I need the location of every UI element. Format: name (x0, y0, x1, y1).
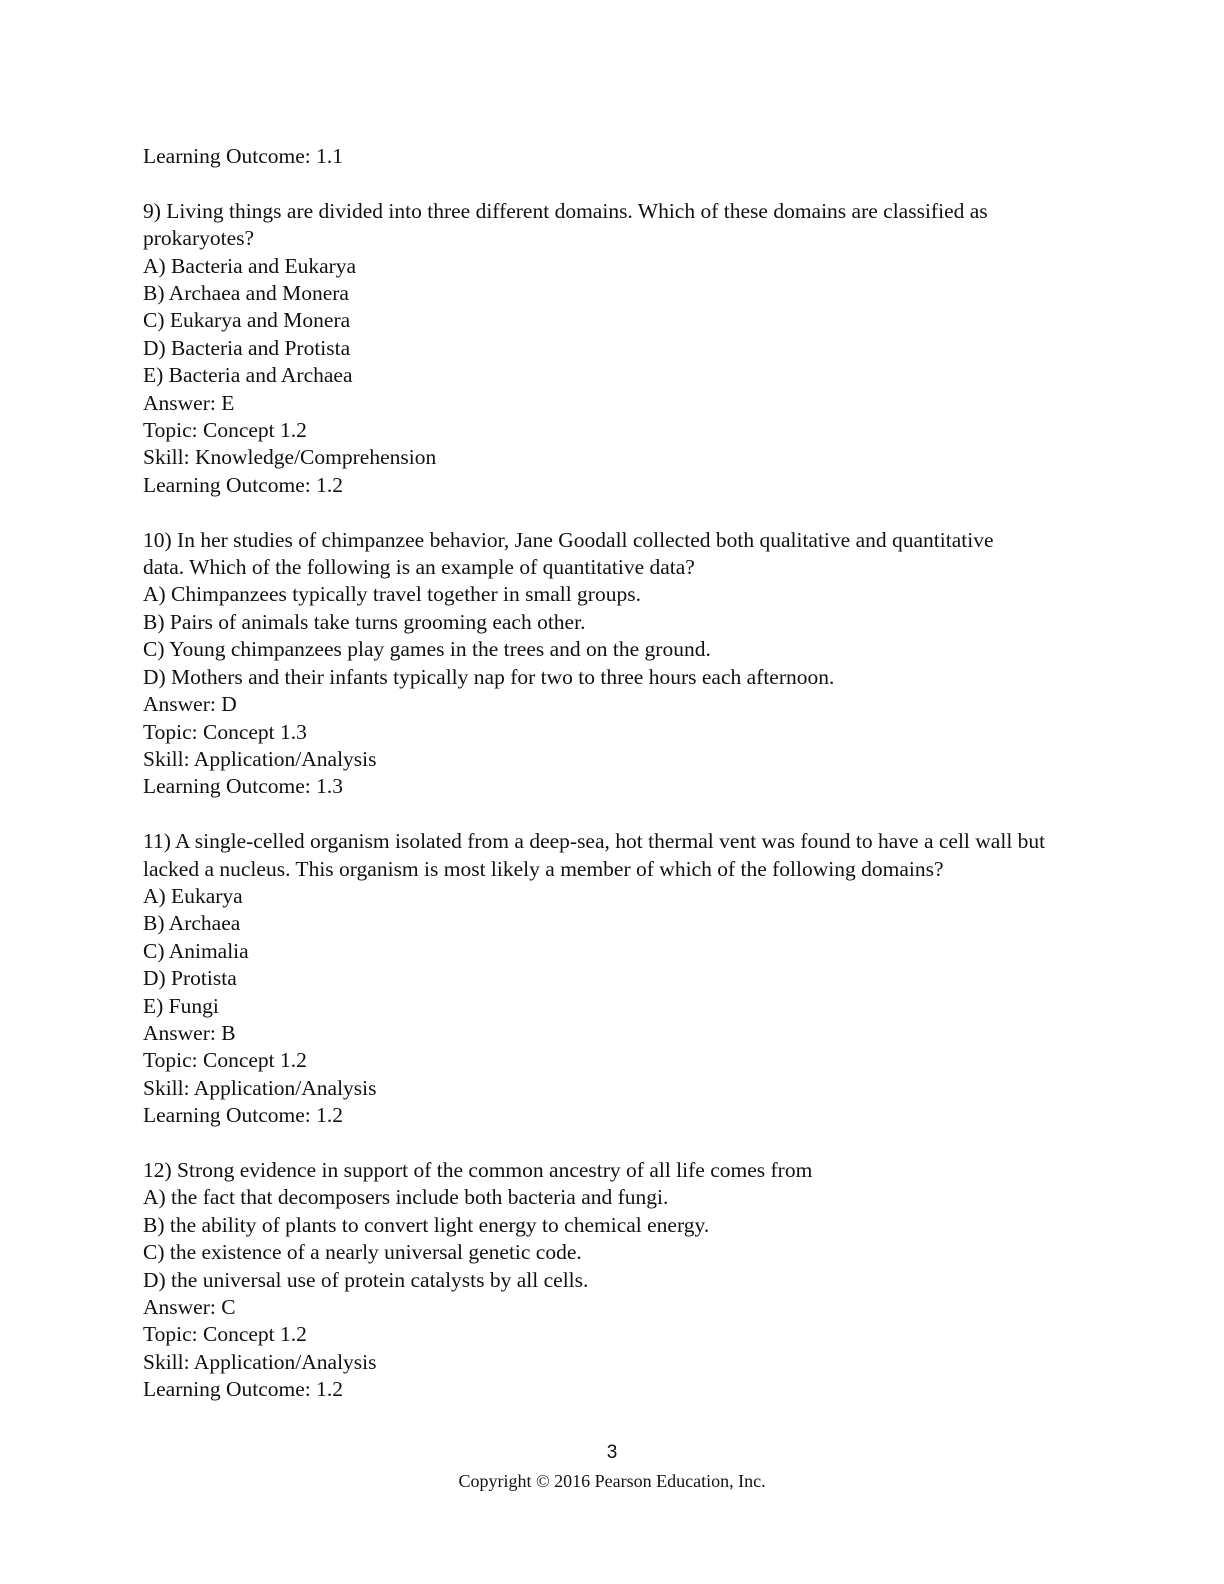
choice-b: B) Pairs of animals take turns grooming each other. (143, 609, 586, 634)
choice-c: C) the existence of a nearly universal genetic code. (143, 1240, 582, 1265)
question-stem: 11) A single-celled organism isolated from a deep-sea, hot thermal vent was found to have a cell wall but lacked a nucleus. This organism is most likely a member of which of the following domains? (143, 829, 1046, 881)
question-10 (143, 527, 1083, 801)
choice-d: D) Protista (143, 966, 237, 991)
choice-d: D) the universal use of protein catalysts by all cells. (143, 1267, 589, 1292)
skill: Skill: Application/Analysis (143, 746, 377, 771)
question-9 (143, 198, 1083, 499)
learning-outcome: Learning Outcome: 1.3 (143, 774, 344, 799)
answer: Answer: E (143, 390, 235, 415)
lead-block (143, 143, 1083, 170)
question-stem: 12) Strong evidence in support of the common ancestry of all life comes from (143, 1157, 813, 1182)
choice-e: E) Fungi (143, 993, 219, 1018)
answer: Answer: B (143, 1020, 236, 1045)
choice-a: A) Eukarya (143, 883, 243, 908)
learning-outcome: Learning Outcome: 1.2 (143, 1103, 344, 1128)
choice-d: D) Mothers and their infants typically nap for two to three hours each afternoon. (143, 664, 835, 689)
question-stem: 9) Living things are divided into three different domains. Which of these domains are classified as prokaryotes? (143, 198, 988, 251)
topic: Topic: Concept 1.3 (143, 719, 307, 744)
skill: Skill: Application/Analysis (143, 1075, 377, 1100)
copyright-notice: Copyright © 2016 Pearson Education, Inc. (458, 1471, 766, 1491)
topic: Topic: Concept 1.2 (143, 1048, 307, 1073)
page-content (143, 143, 1083, 1404)
learning-outcome: Learning Outcome: 1.2 (143, 1377, 344, 1402)
choice-b: B) Archaea (143, 911, 241, 936)
answer: Answer: D (143, 692, 237, 717)
choice-a: A) the fact that decomposers include both bacteria and fungi. (143, 1185, 669, 1210)
topic: Topic: Concept 1.2 (143, 418, 307, 443)
skill: Skill: Knowledge/Comprehension (143, 445, 437, 470)
topic: Topic: Concept 1.2 (143, 1322, 307, 1347)
question-12 (143, 1157, 1083, 1404)
question-11 (143, 828, 1083, 1129)
choice-e: E) Bacteria and Archaea (143, 363, 353, 388)
choice-a: A) Chimpanzees typically travel together in small groups. (143, 582, 641, 607)
choice-d: D) Bacteria and Protista (143, 335, 351, 360)
learning-outcome: Learning Outcome: 1.2 (143, 472, 344, 497)
answer: Answer: C (143, 1295, 236, 1319)
learning-outcome: Learning Outcome: 1.1 (143, 144, 344, 168)
choice-b: B) Archaea and Monera (143, 281, 349, 306)
choice-b: B) the ability of plants to convert light energy to chemical energy. (143, 1212, 710, 1237)
question-stem: 10) In her studies of chimpanzee behavior, Jane Goodall collected both qualitative and quantitative data. Which of the following is an example of quantitative data? (143, 527, 994, 580)
page-number: 3 (606, 1442, 618, 1463)
choice-c: C) Young chimpanzees play games in the trees and on the ground. (143, 637, 711, 662)
skill: Skill: Application/Analysis (143, 1349, 377, 1374)
choice-a: A) Bacteria and Eukarya (143, 253, 357, 278)
choice-c: C) Eukarya and Monera (143, 308, 351, 333)
choice-c: C) Animalia (143, 938, 249, 963)
